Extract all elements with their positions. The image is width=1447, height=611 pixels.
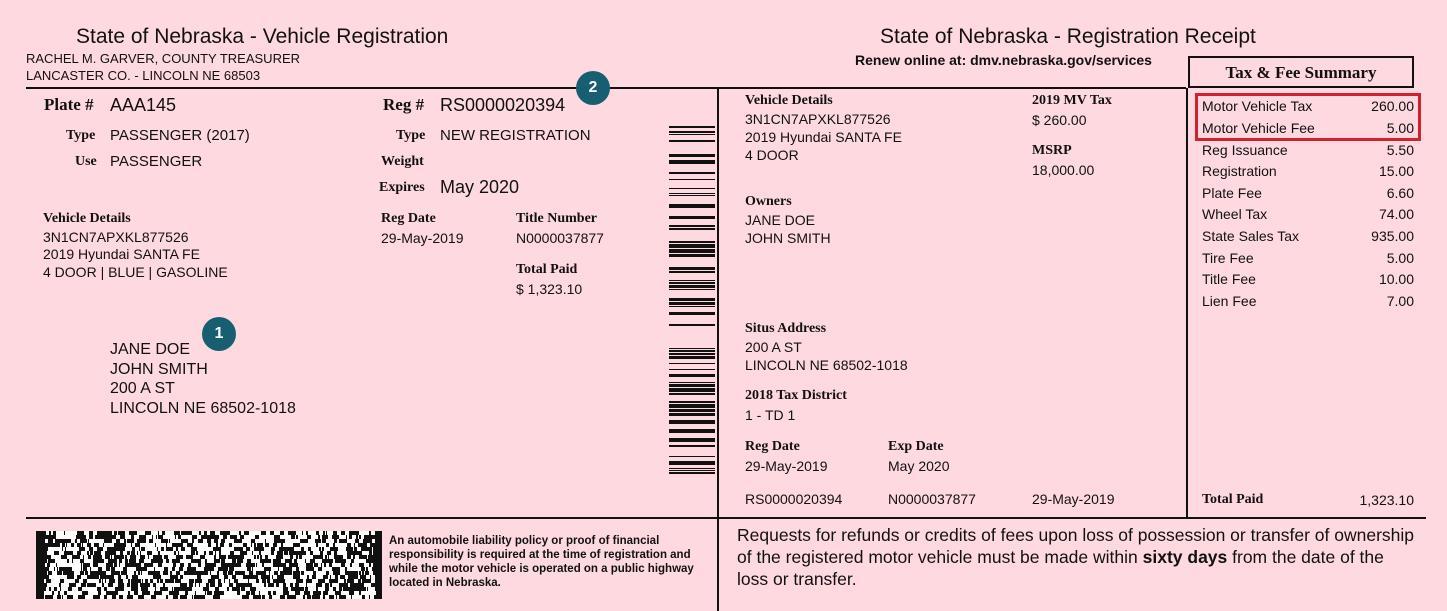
barcode-vertical <box>669 126 715 478</box>
fee-row <box>1202 185 1414 205</box>
right-title: State of Nebraska - Registration Receipt <box>880 25 1256 48</box>
msrp-label: MSRP <box>1032 143 1072 158</box>
fee-name: Motor Vehicle Fee <box>1202 120 1315 136</box>
title-number: N0000037877 <box>516 230 604 246</box>
plate-label: Plate # <box>44 95 94 114</box>
fee-row <box>1202 206 1414 226</box>
refund-notice-end: from the date of the loss or transfer. <box>737 547 1384 589</box>
tax-district-label: 2018 Tax District <box>745 388 847 403</box>
fee-amount: 5.00 <box>1386 250 1414 266</box>
vin: 3N1CN7APXKL877526 <box>43 229 189 245</box>
msrp-value: 18,000.00 <box>1032 162 1095 178</box>
fee-name: Motor Vehicle Tax <box>1202 98 1313 114</box>
fee-divider <box>1186 88 1188 517</box>
title-number-label: Title Number <box>516 211 598 226</box>
weight-label: Weight <box>381 154 424 169</box>
treasurer-name: RACHEL M. GARVER, COUNTY TREASURER <box>26 51 301 66</box>
fee-amount: 7.00 <box>1386 293 1414 309</box>
tax-district: 1 - TD 1 <box>745 407 796 423</box>
fee-amount: 5.00 <box>1386 120 1414 136</box>
receipt-vehicle-details-label: Vehicle Details <box>745 93 833 108</box>
type-label: Type <box>66 128 96 143</box>
vehicle-description: 4 DOOR | BLUE | GASOLINE <box>43 264 228 280</box>
exp-date: May 2020 <box>888 458 950 474</box>
reg-number: RS0000020394 <box>440 95 566 115</box>
callout-badge-1: 1 <box>202 317 236 351</box>
callout-badge-2: 2 <box>576 71 610 105</box>
mv-tax-label: 2019 MV Tax <box>1032 93 1112 108</box>
fee-row <box>1202 271 1414 291</box>
receipt-date: 29-May-2019 <box>1032 491 1115 507</box>
fee-total: 1,323.10 <box>1359 492 1414 508</box>
situs-address-label: Situs Address <box>745 321 827 336</box>
fee-name: Title Fee <box>1202 271 1256 287</box>
refund-notice-bold: sixty days <box>1142 547 1228 567</box>
fee-total-label: Total Paid <box>1202 492 1264 507</box>
county-address: LANCASTER CO. - LINCOLN NE 68503 <box>26 68 261 83</box>
reg-date-label: Reg Date <box>381 211 436 226</box>
fee-name: State Sales Tax <box>1202 228 1300 244</box>
fee-name: Plate Fee <box>1202 185 1262 201</box>
left-title: State of Nebraska - Vehicle Registration <box>76 25 449 48</box>
vehicle-use: PASSENGER <box>110 153 203 170</box>
fee-name: Tire Fee <box>1202 250 1254 266</box>
fee-name: Reg Issuance <box>1202 142 1288 158</box>
reg-type-label: Type <box>396 128 426 143</box>
mv-tax-value: $ 260.00 <box>1032 112 1087 128</box>
refund-notice <box>737 524 1417 590</box>
insurance-notice: An automobile liability policy or proof of financial responsibility is required at the time of registration and while the motor vehicle is operated on a public highway located in Nebraska. <box>389 535 694 589</box>
expires-label: Expires <box>379 180 425 195</box>
fee-name: Wheel Tax <box>1202 206 1268 222</box>
reg-label: Reg # <box>383 95 425 114</box>
mailing-address: JANE DOE JOHN SMITH 200 A ST LINCOLN NE 68502-1018 <box>110 341 296 417</box>
owners: JANE DOE JOHN SMITH <box>745 212 831 246</box>
fee-row <box>1202 250 1414 270</box>
barcode-2d <box>36 531 382 599</box>
receipt-reg-number: RS0000020394 <box>745 491 843 507</box>
expires-value: May 2020 <box>440 177 520 197</box>
fee-amount: 6.60 <box>1386 185 1414 201</box>
fee-amount: 15.00 <box>1378 163 1414 179</box>
owners-label: Owners <box>745 194 792 209</box>
receipt-reg-date: 29-May-2019 <box>745 458 828 474</box>
vehicle-details-label: Vehicle Details <box>43 211 131 226</box>
receipt-reg-date-label: Reg Date <box>745 439 800 454</box>
renew-online-text: Renew online at: dmv.nebraska.gov/services <box>855 52 1152 68</box>
fee-row <box>1202 163 1414 183</box>
footer-divider <box>26 517 1426 519</box>
fee-row <box>1202 142 1414 162</box>
highlight-box <box>1195 93 1421 141</box>
fee-name: Registration <box>1202 163 1277 179</box>
fee-name: Lien Fee <box>1202 293 1257 309</box>
total-paid-label: Total Paid <box>516 262 578 277</box>
center-divider <box>717 88 719 611</box>
situs-address: 200 A ST LINCOLN NE 68502-1018 <box>745 339 908 373</box>
fee-amount: 74.00 <box>1378 206 1414 222</box>
vehicle-type: PASSENGER (2017) <box>110 127 250 144</box>
fee-amount: 10.00 <box>1378 271 1414 287</box>
fee-row <box>1202 228 1414 248</box>
fee-summary-title: Tax & Fee Summary <box>1188 56 1414 88</box>
fee-amount: 5.50 <box>1386 142 1414 158</box>
vehicle-model: 2019 Hyundai SANTA FE <box>43 246 200 262</box>
receipt-vehicle-details: 3N1CN7APXKL877526 2019 Hyundai SANTA FE 4 DOOR <box>745 111 902 163</box>
fee-amount: 260.00 <box>1371 98 1414 114</box>
plate-number: AAA145 <box>110 95 177 115</box>
refund-notice-text: Requests for refunds or credits of fees upon loss of possession or transfer of ownership of the registered motor vehicle must be made within <box>737 525 1415 567</box>
receipt-title-number: N0000037877 <box>888 491 976 507</box>
use-label: Use <box>75 154 97 169</box>
reg-date: 29-May-2019 <box>381 230 464 246</box>
total-paid: $ 1,323.10 <box>516 281 583 297</box>
fee-row <box>1202 293 1414 313</box>
reg-type: NEW REGISTRATION <box>440 127 591 144</box>
exp-date-label: Exp Date <box>888 439 944 454</box>
fee-amount: 935.00 <box>1371 228 1414 244</box>
